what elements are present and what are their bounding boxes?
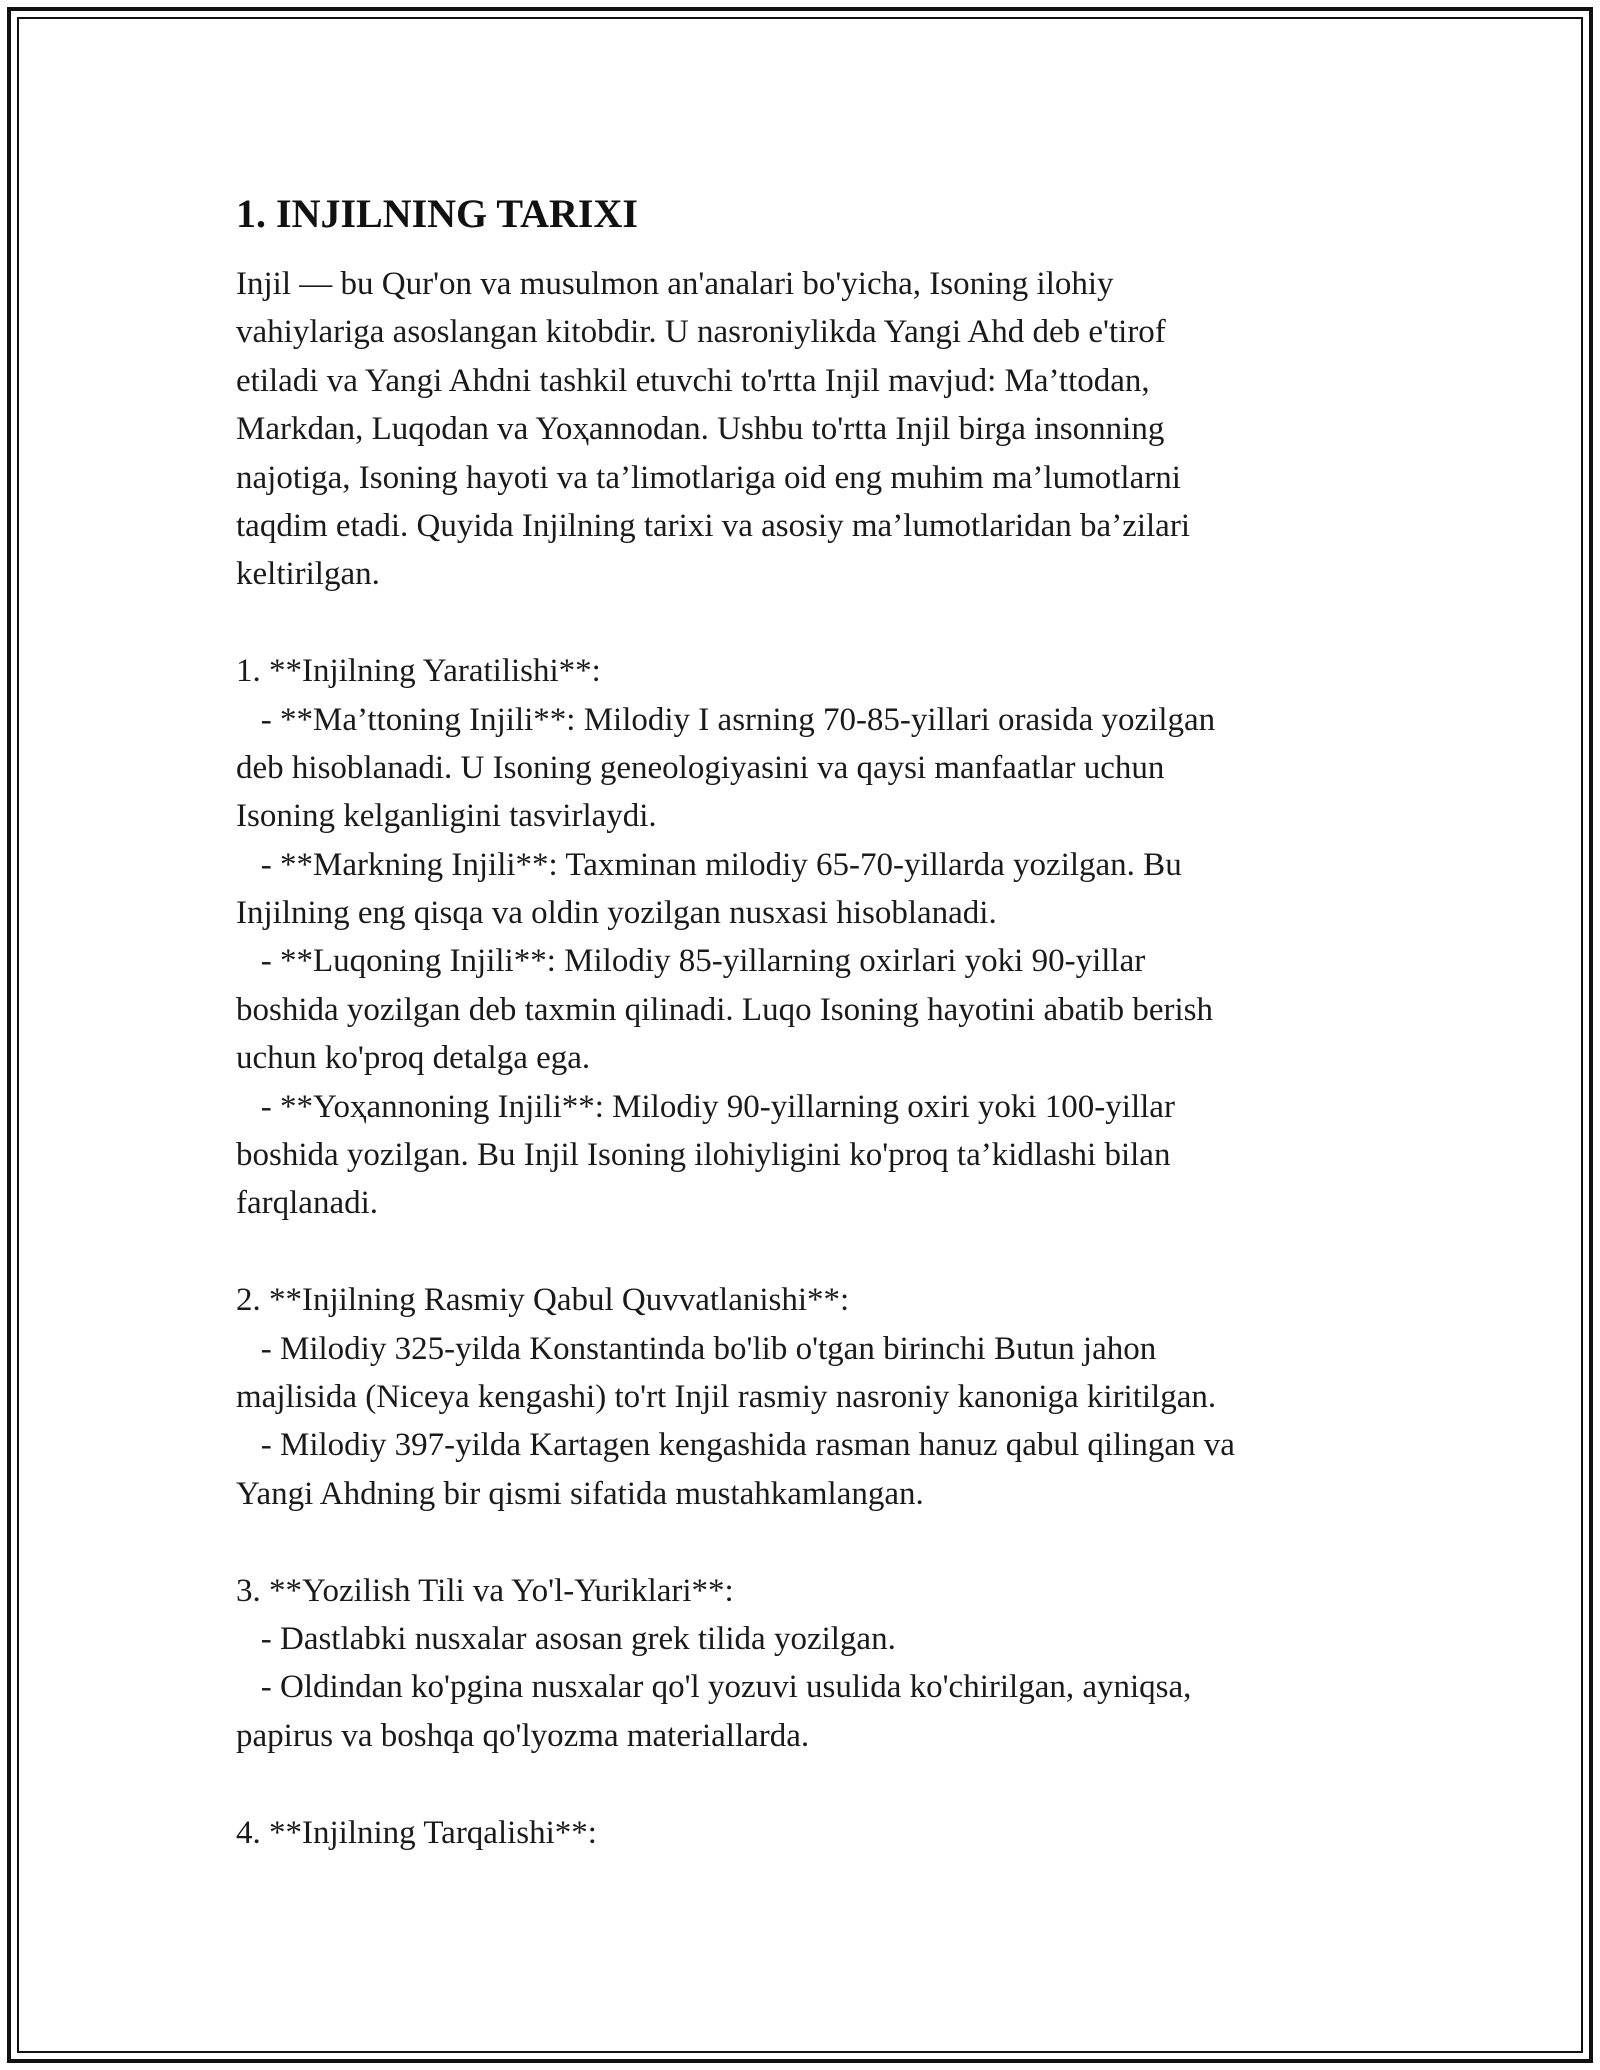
section-line: uchun ko'proq detalga ega. — [236, 1040, 591, 1077]
section-line: - **Luqoning Injili**: Milodiy 85-yillarning oxirlari yoki 90-yillar — [236, 943, 1146, 980]
intro-line: vahiylariga asoslangan kitobdir. U nasroniylikda Yangi Ahd deb e'tirof — [236, 314, 1166, 351]
section-heading: 3. **Yozilish Tili va Yo'l-Yuriklari**: — [236, 1572, 734, 1609]
blank-line — [236, 1518, 1366, 1566]
document-title: 1. INJILNING TARIXI — [236, 191, 638, 236]
section-line: boshida yozilgan. Bu Injil Isoning ilohiyligini ko'proq ta’kidlashi bilan — [236, 1137, 1171, 1174]
blank-line — [236, 599, 1366, 647]
section-line: papirus va boshqa qo'lyozma materiallarda. — [236, 1717, 810, 1754]
intro-line: taqdim etadi. Quyida Injilning tarixi va asosiy ma’lumotlaridan ba’zilari — [236, 507, 1190, 544]
section-line: Isoning kelganligini tasvirlaydi. — [236, 798, 657, 835]
section-line: farqlanadi. — [236, 1185, 379, 1222]
section-line: - Milodiy 397-yilda Kartagen kengashida rasman hanuz qabul qilingan va — [236, 1427, 1235, 1464]
section-distribution — [236, 1809, 1366, 1857]
section-heading: 2. **Injilning Rasmiy Qabul Quvvatlanishi**: — [236, 1282, 850, 1319]
section-official-acceptance — [236, 1276, 1366, 1518]
section-line: - Oldindan ko'pgina nusxalar qo'l yozuvi usulida ko'chirilgan, ayniqsa, — [236, 1669, 1192, 1706]
section-line: Injilning eng qisqa va oldin yozilgan nusxasi hisoblanadi. — [236, 895, 997, 932]
section-line: - Milodiy 325-yilda Konstantinda bo'lib o'tgan birinchi Butun jahon — [236, 1330, 1157, 1367]
section-creation — [236, 647, 1366, 1228]
intro-line: keltirilgan. — [236, 556, 380, 593]
blank-line — [236, 1228, 1366, 1276]
document-page — [236, 190, 1366, 1857]
section-line: - Dastlabki nusxalar asosan grek tilida yozilgan. — [236, 1620, 896, 1657]
intro-line: Injil — bu Qur'on va musulmon an'analari bo'yicha, Isoning ilohiy — [236, 266, 1114, 302]
section-heading: 4. **Injilning Tarqalishi**: — [236, 1814, 597, 1851]
intro-line: najotiga, Isoning hayoti va ta’limotlariga oid eng muhim ma’lumotlarni — [236, 459, 1181, 496]
intro-paragraph — [236, 260, 1366, 599]
section-line: - **Yoҳannoning Injili**: Milodiy 90-yillarning oxiri yoki 100-yillar — [236, 1088, 1175, 1125]
intro-line: etiladi va Yangi Ahdni tashkil etuvchi to'rtta Injil mavjud: Ma’ttodan, — [236, 362, 1150, 399]
section-line: boshida yozilgan deb taxmin qilinadi. Luqo Isoning hayotini abatib berish — [236, 991, 1213, 1028]
blank-line — [236, 1760, 1366, 1808]
section-heading: 1. **Injilning Yaratilishi**: — [236, 653, 601, 690]
section-line: deb hisoblanadi. U Isoning geneologiyasini va qaysi manfaatlar uchun — [236, 749, 1165, 786]
intro-line: Markdan, Luqodan va Yoҳannodan. Ushbu to'rtta Injil birga insonning — [236, 411, 1165, 448]
section-line: majlisida (Niceya kengashi) to'rt Injil rasmiy nasroniy kanoniga kiritilgan. — [236, 1378, 1217, 1415]
section-line: - **Ma’ttoning Injili**: Milodiy I asrning 70-85-yillari orasida yozilgan — [236, 701, 1216, 738]
section-line: - **Markning Injili**: Taxminan milodiy 65-70-yillarda yozilgan. Bu — [236, 846, 1182, 883]
section-writing-language — [236, 1567, 1366, 1761]
section-line: Yangi Ahdning bir qismi sifatida mustahkamlangan. — [236, 1475, 924, 1512]
